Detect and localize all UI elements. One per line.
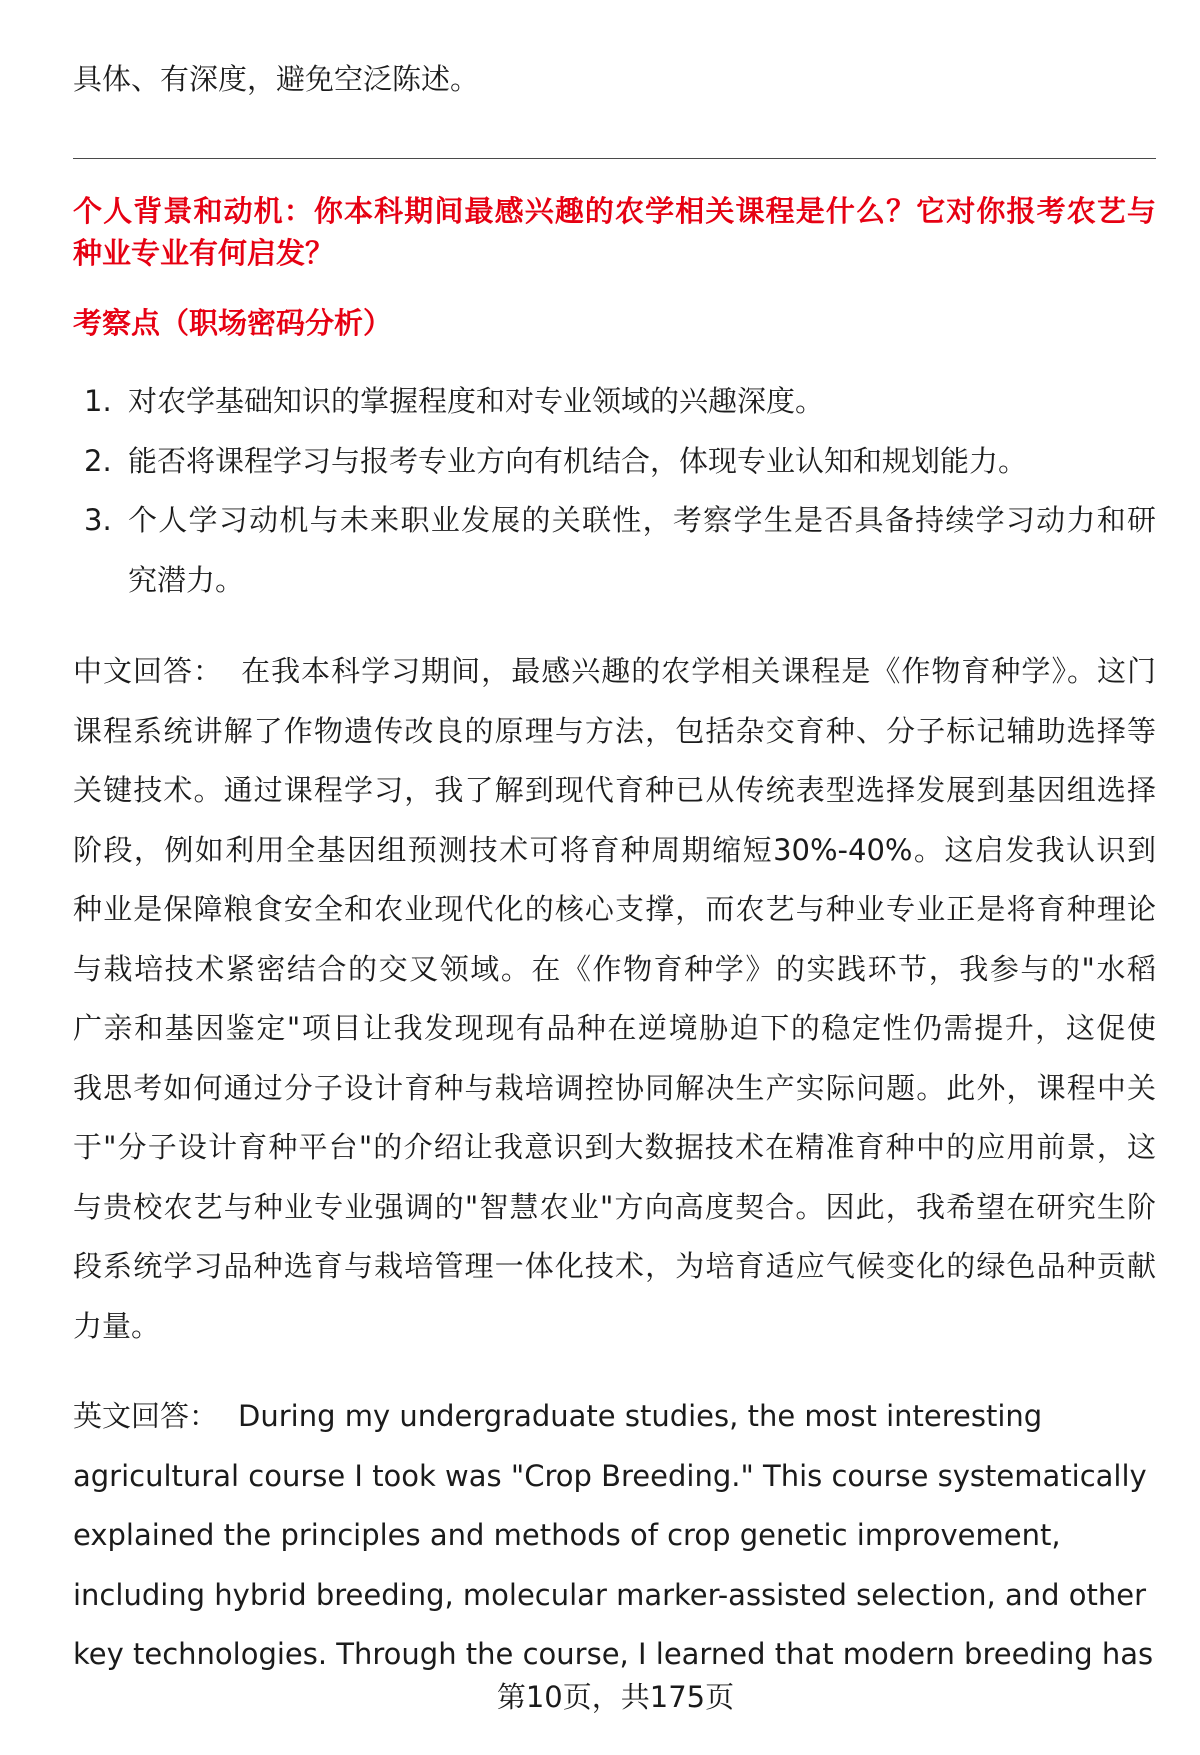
list-item bbox=[0, 432, 1200, 492]
answer-en-line bbox=[73, 1387, 1156, 1447]
answer-en-line: key technologies. Through the course, I learned that modern breeding has bbox=[73, 1637, 1154, 1671]
question-line: 种业专业有何启发？ bbox=[73, 236, 335, 270]
answer-en-text: During my undergraduate studies, the most interesting bbox=[238, 1399, 1043, 1433]
english-answer bbox=[73, 1387, 1156, 1685]
list-item-text: 能否将课程学习与报考专业方向有机结合，体现专业认知和规划能力。 bbox=[128, 443, 1028, 478]
list-item-number: 1. bbox=[84, 384, 112, 418]
list-item-number: 3. bbox=[84, 503, 112, 537]
answer-zh-text: 在我本科学习期间，最感兴趣的农学相关课程是《作物育种学》。这门 bbox=[241, 654, 1156, 688]
answer-zh-line bbox=[73, 642, 1156, 702]
section-divider bbox=[73, 158, 1156, 159]
answer-zh-line: 段系统学习品种选育与栽培管理一体化技术，为培育适应气候变化的绿色品种贡献 bbox=[73, 1249, 1156, 1283]
list-item-text: 对农学基础知识的掌握程度和对专业领域的兴趣深度。 bbox=[128, 384, 825, 418]
answer-zh-line: 广亲和基因鉴定"项目让我发现现有品种在逆境胁迫下的稳定性仍需提升，这促使 bbox=[73, 1011, 1156, 1045]
question-line: 个人背景和动机：你本科期间最感兴趣的农学相关课程是什么？它对你报考农艺与 bbox=[73, 194, 1156, 228]
list-item-text: 个人学习动机与未来职业发展的关联性，考察学生是否具备持续学习动力和研 bbox=[128, 503, 1156, 537]
answer-en-line: including hybrid breeding, molecular marker-assisted selection, and other bbox=[73, 1577, 1146, 1612]
list-item-number: 2. bbox=[84, 443, 112, 478]
answer-zh-line: 我思考如何通过分子设计育种与栽培调控协同解决生产实际问题。此外，课程中关 bbox=[73, 1070, 1156, 1105]
page-number-footer: 第10页，共175页 bbox=[496, 1680, 735, 1714]
answer-zh-line: 力量。 bbox=[73, 1308, 161, 1343]
assessment-points-heading: 考察点（职场密码分析） bbox=[73, 306, 393, 340]
assessment-points-list bbox=[0, 372, 1200, 610]
answer-en-line: agricultural course I took was "Crop Breeding." This course systematically bbox=[73, 1458, 1147, 1493]
answer-zh-line: 与栽培技术紧密结合的交叉领域。在《作物育种学》的实践环节，我参与的"水稻 bbox=[73, 951, 1156, 986]
answer-zh-line: 课程系统讲解了作物遗传改良的原理与方法，包括杂交育种、分子标记辅助选择等 bbox=[73, 713, 1156, 748]
answer-zh-line: 阶段，例如利用全基因组预测技术可将育种周期缩短30%-40%。这启发我认识到 bbox=[73, 832, 1156, 867]
answer-zh-line: 与贵校农艺与种业专业强调的"智慧农业"方向高度契合。因此，我希望在研究生阶 bbox=[73, 1189, 1156, 1224]
interview-question bbox=[73, 190, 1156, 274]
chinese-answer bbox=[73, 642, 1156, 1356]
answer-zh-line: 于"分子设计育种平台"的介绍让我意识到大数据技术在精准育种中的应用前景，这 bbox=[73, 1130, 1156, 1164]
previous-section-tail: 具体、有深度，避免空泛陈述。 bbox=[73, 62, 480, 96]
answer-zh-line: 关键技术。通过课程学习，我了解到现代育种已从传统表型选择发展到基因组选择 bbox=[73, 773, 1156, 807]
answer-en-line: explained the principles and methods of crop genetic improvement, bbox=[73, 1518, 1061, 1552]
answer-en-label: 英文回答： bbox=[73, 1399, 219, 1433]
answer-zh-line: 种业是保障粮食安全和农业现代化的核心支撑，而农艺与种业专业正是将育种理论 bbox=[73, 892, 1156, 926]
answer-zh-label: 中文回答： bbox=[73, 654, 224, 688]
list-item-text: 究潜力。 bbox=[128, 562, 245, 597]
list-item bbox=[0, 372, 1200, 432]
list-item-continuation bbox=[0, 551, 1200, 611]
list-item bbox=[0, 491, 1200, 551]
